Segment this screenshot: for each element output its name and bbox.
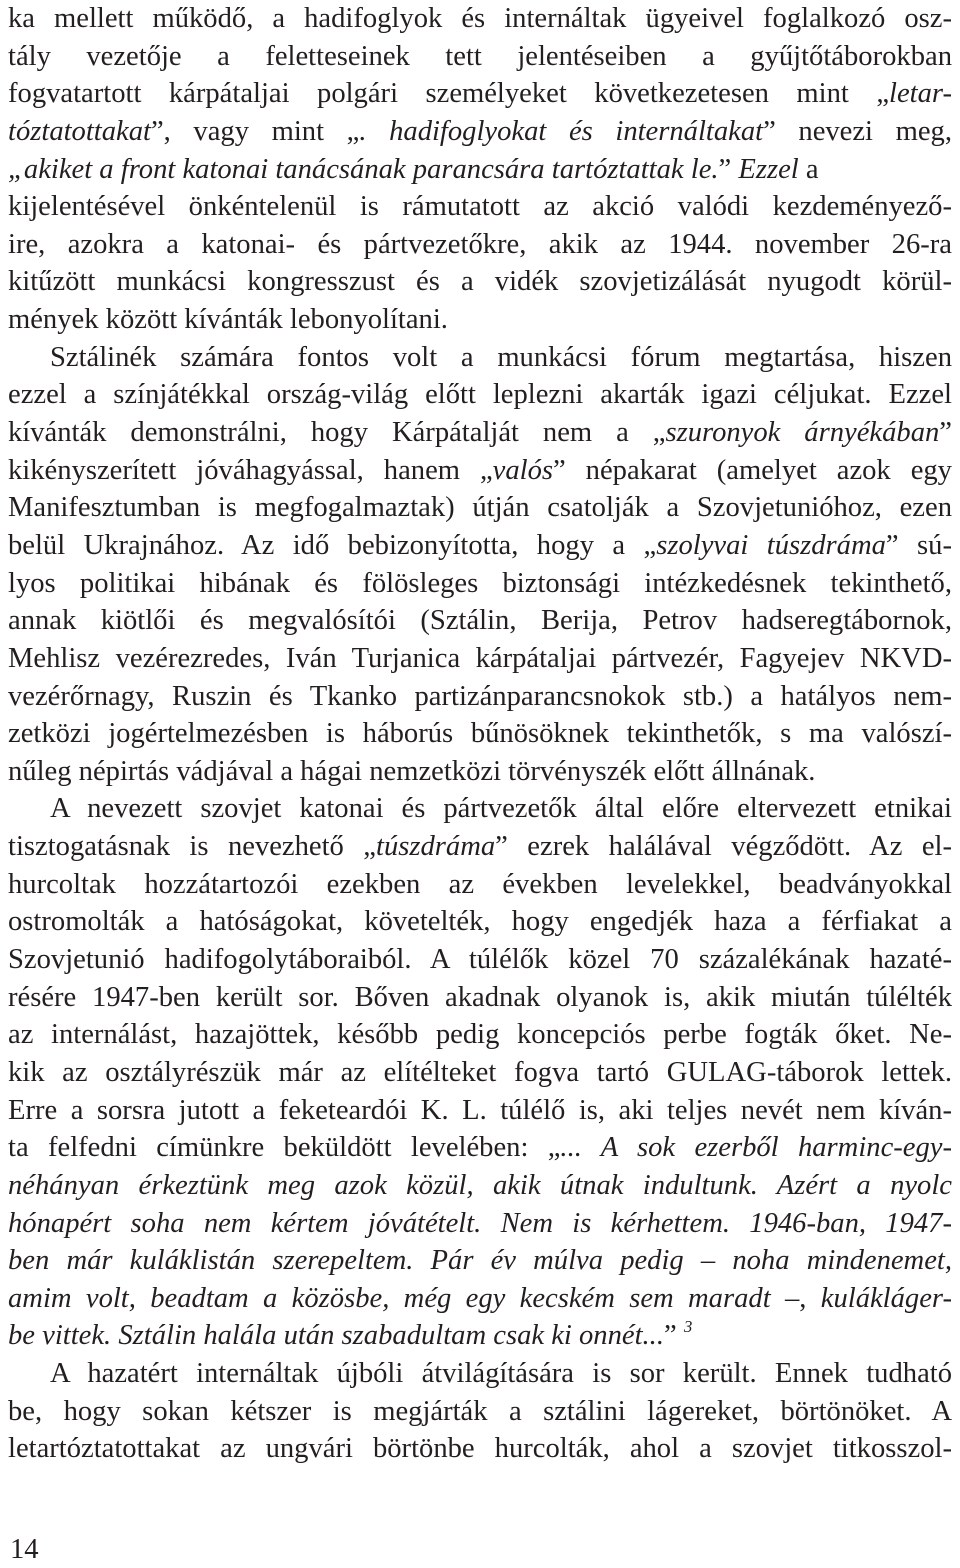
text-segment: belül Ukrajnához. Az idő bebizonyította, hogy a „ bbox=[8, 529, 657, 561]
text-segment: annak kiötlői és megvalósítói (Sztálin, Berija, Petrov hadseregtábornok, bbox=[8, 605, 952, 637]
text-line bbox=[8, 1167, 952, 1205]
text-segment: Manifesztumban is megfogalmaztak) útján csatolják a Szovjetunióhoz, ezen bbox=[8, 492, 952, 524]
italic-text: kulákláger- bbox=[820, 1282, 952, 1314]
text-segment: ” bbox=[663, 1320, 684, 1352]
text-line bbox=[8, 38, 952, 76]
text-line bbox=[8, 376, 952, 414]
page-number: 14 bbox=[10, 1534, 39, 1565]
italic-text: letar- bbox=[889, 78, 952, 110]
text-segment: ” nevezi meg, bbox=[763, 115, 952, 147]
text-segment: tisztogatásnak is nevezhető „ bbox=[8, 831, 376, 863]
text-line bbox=[8, 565, 952, 603]
text-segment: ezzel a színjátékkal ország-világ előtt leplezni akarták igazi céljukat. Ezzel bbox=[8, 379, 952, 411]
italic-text: . hadifoglyokat és internáltakat bbox=[359, 115, 764, 147]
text-segment: a bbox=[798, 153, 819, 185]
text-segment: az internálást, hazajöttek, később pedig koncepciós perbe fogták őket. Ne- bbox=[8, 1019, 952, 1051]
text-segment: ostromolták a hatóságokat, követelték, hogy engedjék haza a férfiakat a bbox=[8, 906, 952, 938]
text-segment: ta felfedni címünkre beküldött levelében: „ bbox=[8, 1132, 561, 1164]
text-line bbox=[8, 602, 952, 640]
text-line bbox=[8, 1317, 952, 1355]
text-segment: ” sú- bbox=[885, 529, 952, 561]
text-line bbox=[8, 1355, 952, 1393]
italic-text: túszdráma bbox=[376, 831, 496, 863]
italic-text: „akiket a front katonai tanácsának parancsára tartóztattak le. bbox=[8, 153, 719, 185]
text-segment: A nevezett szovjet katonai és pártvezetők által előre eltervezett etnikai bbox=[50, 793, 952, 825]
text-line bbox=[8, 753, 952, 791]
text-line bbox=[8, 75, 952, 113]
text-segment: ” népakarat (amelyet azok egy bbox=[553, 454, 952, 486]
text-segment: kik az osztályrészük már az elítélteket fogva tartó GULAG-táborok lettek. bbox=[8, 1056, 952, 1088]
text-line bbox=[8, 301, 952, 339]
text-segment: letartóztatottakat az ungvári börtönbe hurcolták, ahol a szovjet titkosszol- bbox=[8, 1433, 952, 1465]
text-segment: ka mellett működő, a hadifoglyok és internáltak ügyeivel foglalkozó osz- bbox=[8, 3, 952, 34]
text-segment: mények között kívánták lebonyolítani. bbox=[8, 304, 448, 336]
italic-text: valós bbox=[492, 454, 554, 486]
text-line bbox=[8, 414, 952, 452]
text-line bbox=[8, 226, 952, 264]
text-line bbox=[8, 527, 952, 565]
text-segment: kívánták demonstrálni, hogy Kárpátalját nem a „ bbox=[8, 417, 666, 449]
text-segment: nűleg népirtás vádjával a hágai nemzetközi törvényszék előtt állnának. bbox=[8, 755, 816, 787]
text-line bbox=[8, 979, 952, 1017]
text-line bbox=[8, 263, 952, 301]
text-segment: Szovjetunió hadifogolytáboraiból. A túlélők közel 70 százalékának hazaté- bbox=[8, 944, 952, 976]
text-segment: fogvatartott kárpátaljai polgári személyeket következetesen mint „ bbox=[8, 78, 890, 110]
text-segment: Mehlisz vezérezredes, Iván Turjanica kárpátaljai pártvezér, Fagyejev NKVD- bbox=[8, 642, 952, 674]
text-segment: ” bbox=[939, 417, 952, 449]
text-line bbox=[8, 903, 952, 941]
footnote-marker: 3 bbox=[683, 1317, 693, 1337]
text-segment: ” bbox=[718, 153, 739, 185]
text-line bbox=[8, 715, 952, 753]
text-line bbox=[8, 1205, 952, 1243]
text-line bbox=[8, 1054, 952, 1092]
text-segment: résére 1947-ben került sor. Bőven akadnak olyanok is, akik miután túlélték bbox=[8, 981, 952, 1013]
text-segment: Erre a sorsra jutott a feketeardói K. L. túlélő is, aki teljes nevét nem kíván- bbox=[8, 1094, 952, 1126]
text-line bbox=[8, 1092, 952, 1130]
text-line bbox=[8, 790, 952, 828]
text-line bbox=[8, 113, 952, 151]
italic-text: szolyvai túszdráma bbox=[656, 529, 886, 561]
text-segment: vezérőrnagy, Ruszin és Tkanko partizánparancsnokok stb.) a hatályos nem- bbox=[8, 680, 952, 712]
text-line bbox=[8, 489, 952, 527]
text-segment: –, bbox=[770, 1282, 821, 1314]
italic-text: ... A sok ezerből harminc-egy- bbox=[560, 1132, 952, 1164]
body-text bbox=[8, 0, 952, 1468]
text-segment: zetközi jogértelmezésben is háborús bűnösöknek tekinthetők, s ma valószí- bbox=[8, 718, 952, 750]
text-line bbox=[8, 1242, 952, 1280]
text-line bbox=[8, 0, 952, 38]
text-segment: hurcoltak hozzátartozói ezekben az években levelekkel, beadványokkal bbox=[8, 868, 952, 900]
text-line bbox=[8, 188, 952, 226]
text-line bbox=[8, 1016, 952, 1054]
text-segment: A hazatért internáltak újbóli átvilágítására is sor került. Ennek tudható bbox=[50, 1358, 952, 1390]
text-line bbox=[8, 1430, 952, 1468]
text-segment: kitűzött munkácsi kongresszust és a vidék szovjetizálását nyugodt körül- bbox=[8, 266, 952, 298]
text-line bbox=[8, 1393, 952, 1431]
text-line bbox=[8, 339, 952, 377]
italic-text: be vittek. Sztálin halála után szabadultam csak ki onnét... bbox=[8, 1320, 664, 1352]
text-segment: ”, vagy mint „ bbox=[150, 115, 360, 147]
italic-text: Ezzel bbox=[738, 153, 799, 185]
italic-text: ben már kuláklistán szerepeltem. Pár év múlva pedig – noha mindenemet, bbox=[8, 1245, 952, 1277]
text-segment: tály vezetője a feletteseinek tett jelentéseiben a gyűjtőtáborokban bbox=[8, 40, 952, 72]
text-line bbox=[8, 828, 952, 866]
text-line bbox=[8, 678, 952, 716]
text-segment: lyos politikai hibának és fölösleges biztonsági intézkedésnek tekinthető, bbox=[8, 567, 952, 599]
text-line bbox=[8, 866, 952, 904]
text-segment: Sztálinék számára fontos volt a munkácsi fórum megtartása, hiszen bbox=[50, 341, 952, 373]
italic-text: szuronyok árnyékában bbox=[665, 417, 940, 449]
italic-text: néhányan érkeztünk meg azok közül, akik útnak indultunk. Azért a nyolc bbox=[8, 1169, 952, 1201]
text-line bbox=[8, 640, 952, 678]
text-segment: kikényszerített jóváhagyással, hanem „ bbox=[8, 454, 493, 486]
text-line bbox=[8, 1280, 952, 1318]
italic-text: hónapért soha nem kértem jóvátételt. Nem is kérhettem. 1946-ban, 1947- bbox=[8, 1207, 952, 1239]
text-segment: be, hogy sokan kétszer is megjárták a sztálini lágereket, börtönöket. A bbox=[8, 1395, 952, 1427]
text-line bbox=[8, 1129, 952, 1167]
italic-text: tóztatottakat bbox=[8, 115, 151, 147]
text-line bbox=[8, 151, 952, 189]
text-line bbox=[8, 941, 952, 979]
text-segment: ire, azokra a katonai- és pártvezetőkre, akik az 1944. november 26-ra bbox=[8, 228, 952, 260]
text-segment: ” ezrek halálával végződött. Az el- bbox=[495, 831, 953, 863]
text-segment: kijelentésével önkéntelenül is rámutatott az akció valódi kezdeményező- bbox=[8, 191, 952, 223]
italic-text: amim volt, beadtam a közösbe, még egy kecském sem maradt bbox=[8, 1282, 771, 1314]
text-line bbox=[8, 452, 952, 490]
